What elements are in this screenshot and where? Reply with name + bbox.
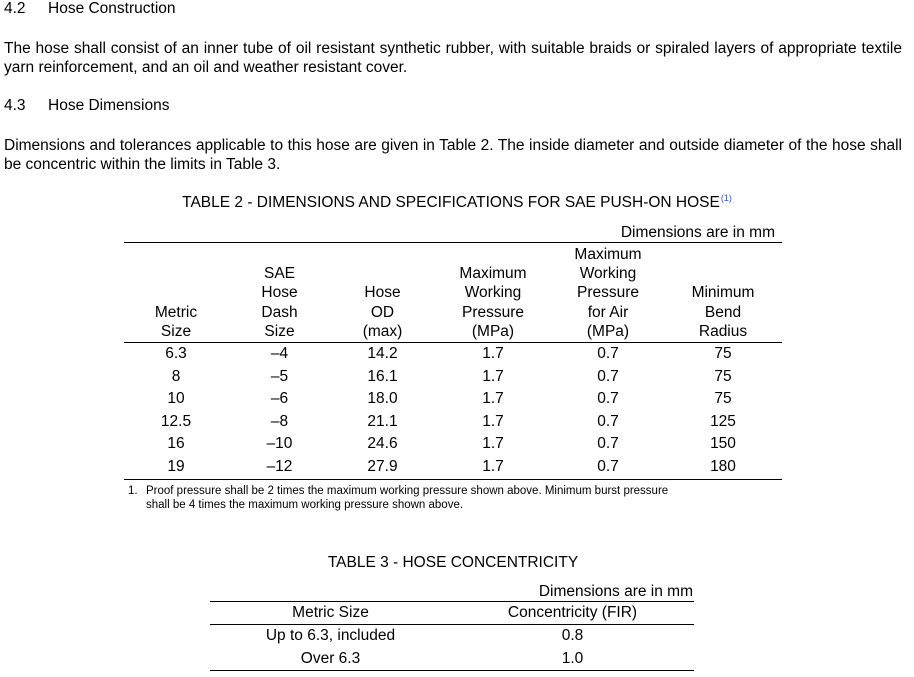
table-cell: 0.7 xyxy=(597,367,619,385)
table-cell: 0.8 xyxy=(561,627,584,644)
header-line: (MPa) xyxy=(586,322,630,340)
table-cell: 16 xyxy=(167,435,185,453)
table-cell: 75 xyxy=(714,345,732,363)
table-cell: 0.7 xyxy=(597,390,619,408)
section-4-2-paragraph: The hose shall consist of an inner tube of oil resistant synthetic rubber, with suitable braids or spiraled layers of appropriate textile yarn reinforcement, and an oil and weather resistant cover. xyxy=(4,40,902,76)
table-row xyxy=(124,343,782,366)
table2-title xyxy=(0,194,914,212)
header-line: Hose xyxy=(261,284,298,302)
table3-header-row xyxy=(210,602,694,625)
table2-header-cell xyxy=(552,245,664,343)
table-cell: Over 6.3 xyxy=(210,648,451,671)
table-cell: 75 xyxy=(714,390,732,408)
section-4-3-heading xyxy=(4,97,169,115)
table-cell: 6.3 xyxy=(165,345,187,363)
table2 xyxy=(124,245,782,480)
table-cell: 180 xyxy=(664,456,782,479)
table2-header-row xyxy=(124,245,782,343)
section-number: 4.3 xyxy=(4,97,26,114)
footnote-number: 1. xyxy=(128,485,138,497)
table2-header-cell xyxy=(228,245,331,343)
header-line: Radius xyxy=(698,322,748,340)
header-line: Pressure xyxy=(576,284,640,302)
table2-body xyxy=(124,343,782,480)
table-cell: 1.0 xyxy=(451,648,694,671)
header-line: Pressure xyxy=(461,303,525,321)
table2-units-note: Dimensions are in mm xyxy=(620,224,775,241)
table2-title-text: TABLE 2 - DIMENSIONS AND SPECIFICATIONS FOR SAE PUSH-ON HOSE xyxy=(182,194,720,211)
table2-header-cell xyxy=(664,245,782,343)
table2-header-cell xyxy=(331,245,434,343)
header-line: for Air xyxy=(587,303,629,321)
header-line: Bend xyxy=(704,303,742,321)
table-cell: 19 xyxy=(124,456,228,479)
header-line: Minimum xyxy=(691,284,755,302)
table-cell: 27.9 xyxy=(331,456,434,479)
table-row xyxy=(210,625,694,648)
table-cell: 0.7 xyxy=(552,456,664,479)
table-cell: 75 xyxy=(714,367,732,385)
table2-header-cell xyxy=(124,245,228,343)
table-cell: 24.6 xyxy=(367,435,398,453)
header-line: (max) xyxy=(362,322,403,340)
table-cell: 8 xyxy=(171,367,181,385)
table-cell: 1.7 xyxy=(434,456,552,479)
table3-units-note: Dimensions are in mm xyxy=(538,583,693,600)
section-4-3-paragraph: Dimensions and tolerances applicable to this hose are given in Table 2. The inside diameter and outside diameter of the hose shall be concentric within the limits in Table 3. xyxy=(4,137,902,173)
table-cell: 0.7 xyxy=(597,435,619,453)
table2-header-cell xyxy=(434,245,552,343)
table3-header-cell: Concentricity (FIR) xyxy=(451,602,694,625)
table-cell: 18.0 xyxy=(367,390,398,408)
table-cell: –6 xyxy=(270,390,289,408)
section-4-2-heading xyxy=(4,0,176,18)
header-line: Size xyxy=(160,322,192,340)
table3-title: TABLE 3 - HOSE CONCENTRICITY xyxy=(327,554,579,571)
header-line: Maximum xyxy=(459,265,527,283)
table-cell: 1.7 xyxy=(482,390,504,408)
table-cell: 1.7 xyxy=(482,435,504,453)
table-cell: –8 xyxy=(270,412,289,430)
table-row xyxy=(210,648,694,671)
header-line: Hose xyxy=(364,284,401,302)
table-cell: –5 xyxy=(270,367,289,385)
table2-footnote-ref: (1) xyxy=(720,192,732,203)
header-line: Working xyxy=(464,284,522,302)
header-line: (MPa) xyxy=(471,322,515,340)
table-cell: 16.1 xyxy=(367,367,398,385)
table-cell: –12 xyxy=(228,456,331,479)
table2-footnote xyxy=(128,484,668,512)
section-title: Hose Construction xyxy=(48,0,176,17)
table-row xyxy=(124,366,782,389)
table-cell: 14.2 xyxy=(367,345,398,363)
table-cell: 12.5 xyxy=(160,412,192,430)
table-cell: 125 xyxy=(710,412,736,430)
table-cell: 0.7 xyxy=(597,412,619,430)
table-cell: 1.7 xyxy=(482,367,504,385)
table-cell: –10 xyxy=(266,435,293,453)
table-cell: 1.7 xyxy=(482,412,504,430)
table-row xyxy=(124,388,782,411)
table-cell: 10 xyxy=(167,390,185,408)
header-line: Working xyxy=(579,265,637,283)
header-line: SAE xyxy=(263,265,295,283)
table-cell: 0.7 xyxy=(597,345,619,363)
table3-body xyxy=(210,625,694,671)
header-line: Maximum xyxy=(574,246,642,263)
table-row xyxy=(124,433,782,456)
footnote-line-2: shall be 4 times the maximum working pressure shown above. xyxy=(146,499,464,511)
table-cell: –4 xyxy=(270,345,289,363)
table3-header-cell: Metric Size xyxy=(210,602,451,625)
footnote-line-1: Proof pressure shall be 2 times the maximum working pressure shown above. Minimum burst pressure xyxy=(146,485,669,497)
table-row xyxy=(124,411,782,434)
table-cell: 150 xyxy=(710,435,736,453)
table-row xyxy=(124,456,782,479)
table-cell: 21.1 xyxy=(367,412,398,430)
table-cell: Up to 6.3, included xyxy=(265,627,396,644)
section-number: 4.2 xyxy=(4,0,26,17)
section-title: Hose Dimensions xyxy=(48,97,170,114)
table2-top-rule xyxy=(124,242,782,243)
table3 xyxy=(210,602,694,671)
header-line: Metric xyxy=(154,303,198,321)
header-line: Size xyxy=(264,322,295,340)
header-line: Dash xyxy=(261,303,298,321)
table-cell: 1.7 xyxy=(482,345,504,363)
header-line: OD xyxy=(370,303,395,321)
